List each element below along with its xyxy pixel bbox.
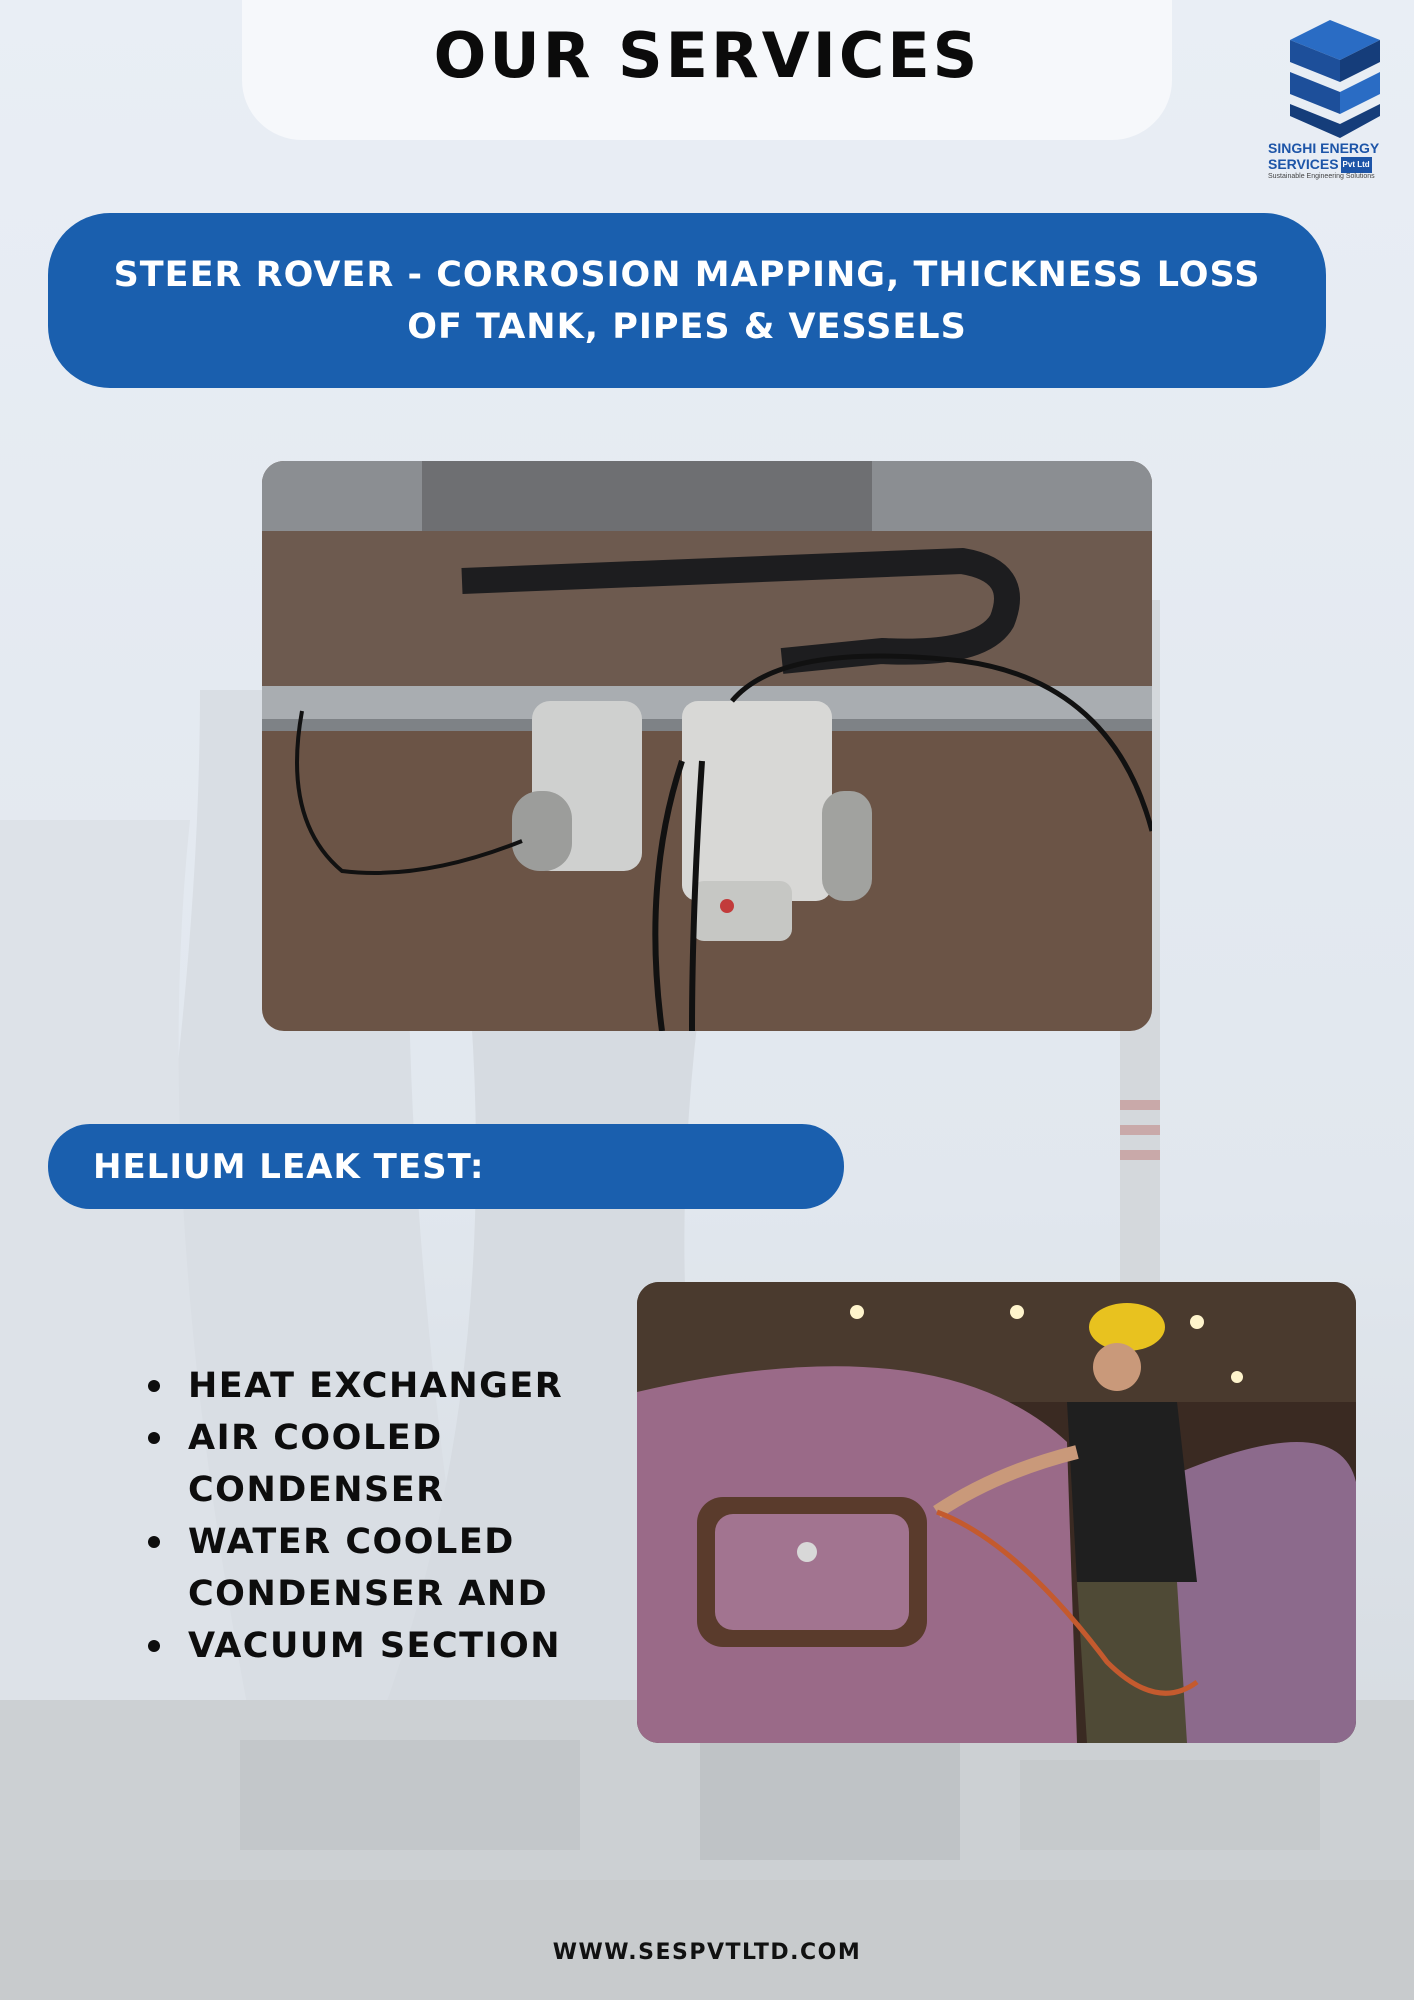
helium-leak-list [148,1360,608,1672]
logo-brand-line1: SINGHI ENERGY [1268,140,1380,156]
page-title-pill [242,0,1172,140]
steer-rover-photo [262,461,1152,1031]
company-logo [1268,20,1404,180]
helium-leak-heading: HELIUM LEAK TEST: [93,1146,485,1187]
helium-leak-image [637,1282,1356,1743]
steer-rover-image [262,461,1152,1031]
logo-pvt-badge: Pvt Ltd [1341,157,1372,173]
list-item: WATER COOLED CONDENSER AND [148,1516,608,1620]
logo-tagline: Sustainable Engineering Solutions [1268,173,1375,181]
list-item: VACUUM SECTION [148,1620,608,1672]
logo-brand-line2 [1268,156,1404,173]
logo-brand-services: SERVICES [1268,156,1339,172]
page-title: OUR SERVICES [433,19,981,92]
list-item: HEAT EXCHANGER [148,1360,608,1412]
steer-rover-banner [48,213,1326,388]
helium-leak-photo [637,1282,1356,1743]
helium-leak-banner [48,1124,844,1209]
steer-rover-heading: STEER ROVER - CORROSION MAPPING, THICKNESS LOSS OF TANK, PIPES & VESSELS [113,254,1261,347]
ses-logo-icon [1280,20,1390,140]
footer-website[interactable]: WWW.SESPVTLTD.COM [552,1940,862,1965]
list-item: AIR COOLED CONDENSER [148,1412,608,1516]
